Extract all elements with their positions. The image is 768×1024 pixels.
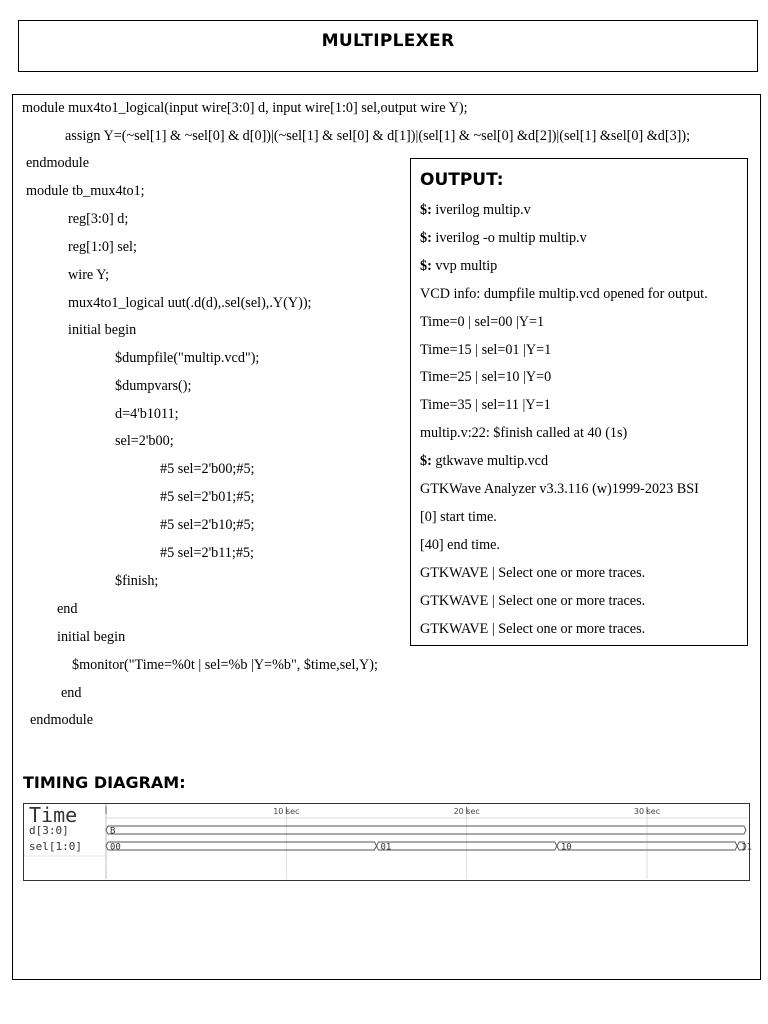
output-line: [420, 202, 531, 218]
signal-name: sel[1:0]: [29, 840, 82, 853]
time-tick-label: 30 sec: [633, 807, 661, 816]
output-line: [420, 425, 627, 441]
output-line: [420, 565, 645, 581]
output-text: iverilog multip.v: [431, 202, 531, 218]
shell-prompt: $:: [420, 229, 432, 246]
output-line: [420, 481, 699, 497]
time-tick-label: 20 sec: [453, 807, 480, 816]
code-line: mux4to1_logical uut(.d(d),.sel(sel),.Y(Y));: [68, 295, 312, 311]
code-line: module tb_mux4to1;: [26, 183, 145, 199]
code-line: end: [57, 601, 78, 617]
output-text: iverilog -o multip multip.v: [431, 229, 587, 246]
output-text: Time=35 | sel=11 |Y=1: [420, 397, 551, 414]
output-text: [0] start time.: [420, 508, 497, 525]
code-line: $dumpfile("multip.vcd");: [115, 350, 260, 366]
code-line: reg[1:0] sel;: [68, 239, 137, 255]
code-line: #5 sel=2'b00;#5;: [160, 461, 255, 477]
code-line: initial begin: [57, 629, 126, 645]
code-line: module mux4to1_logical(input wire[3:0] d, input wire[1:0] sel,output wire Y);: [22, 100, 468, 116]
output-line: [420, 593, 645, 609]
code-line: #5 sel=2'b10;#5;: [160, 517, 255, 533]
output-line: [420, 369, 551, 385]
signal-value-label: B: [110, 826, 116, 837]
signal-name: d[3:0]: [29, 824, 69, 837]
signal-value-label: 10: [560, 842, 572, 853]
signal-value-segment: [106, 842, 377, 850]
output-line: [420, 397, 551, 413]
output-line: [420, 453, 548, 469]
waveform-svg: [24, 803, 753, 879]
output-heading: OUTPUT:: [420, 170, 504, 190]
page-title: MULTIPLEXER: [321, 31, 455, 51]
code-line: endmodule: [30, 712, 94, 728]
timing-heading: TIMING DIAGRAM:: [23, 773, 186, 792]
output-line: [420, 537, 500, 553]
shell-prompt: $:: [420, 257, 432, 274]
code-line: end: [61, 685, 82, 701]
code-line: wire Y;: [68, 267, 110, 283]
time-tick-label: 10 sec: [273, 807, 300, 816]
output-text: gtkwave multip.vcd: [431, 453, 549, 470]
time-label: Time: [29, 803, 78, 827]
output-line: [420, 286, 708, 302]
output-text: GTKWAVE | Select one or more traces.: [420, 620, 646, 637]
code-line: assign Y=(~sel[1] & ~sel[0] & d[0])|(~sel[1] & sel[0] & d[1])|(sel[1] & ~sel[0] &d[2])|(sel[1] &sel[0] &d[3]);: [65, 128, 691, 144]
code-line: endmodule: [26, 155, 90, 171]
output-box: [410, 158, 748, 646]
output-line: [420, 342, 551, 358]
output-line: [420, 509, 497, 525]
code-line: #5 sel=2'b01;#5;: [160, 489, 255, 505]
signal-value-segment: [106, 826, 746, 834]
timing-diagram: [23, 803, 753, 881]
output-text: GTKWAVE | Select one or more traces.: [420, 592, 646, 609]
code-line: initial begin: [68, 322, 137, 338]
code-line: reg[3:0] d;: [68, 211, 129, 227]
output-line: [420, 621, 645, 637]
output-text: GTKWave Analyzer v3.3.116 (w)1999-2023 BSI: [420, 481, 699, 497]
shell-prompt: $:: [420, 453, 432, 470]
output-text: Time=15 | sel=01 |Y=1: [420, 341, 552, 358]
signal-value-label: 00: [110, 842, 121, 853]
output-text: VCD info: dumpfile multip.vcd opened for output.: [420, 285, 708, 302]
output-line: [420, 230, 587, 246]
code-line: $finish;: [115, 573, 159, 589]
code-line: $monitor("Time=%0t | sel=%b |Y=%b", $time,sel,Y);: [72, 657, 378, 673]
output-line: [420, 314, 544, 330]
signal-value-label: 01: [380, 842, 392, 853]
output-text: Time=0 | sel=00 |Y=1: [420, 313, 545, 330]
code-line: d=4'b1011;: [115, 406, 179, 422]
output-text: GTKWAVE | Select one or more traces.: [420, 564, 646, 581]
shell-prompt: $:: [420, 202, 432, 218]
code-line: $dumpvars();: [115, 378, 192, 394]
output-text: [40] end time.: [420, 536, 500, 553]
output-text: multip.v:22: $finish called at 40 (1s): [420, 425, 628, 442]
title-box: [18, 20, 758, 72]
output-text: vvp multip: [431, 257, 498, 274]
output-text: Time=25 | sel=10 |Y=0: [420, 369, 552, 386]
signal-value-label: 11: [741, 842, 753, 853]
code-line: sel=2'b00;: [115, 433, 174, 449]
code-line: #5 sel=2'b11;#5;: [160, 545, 254, 561]
output-line: [420, 258, 497, 274]
